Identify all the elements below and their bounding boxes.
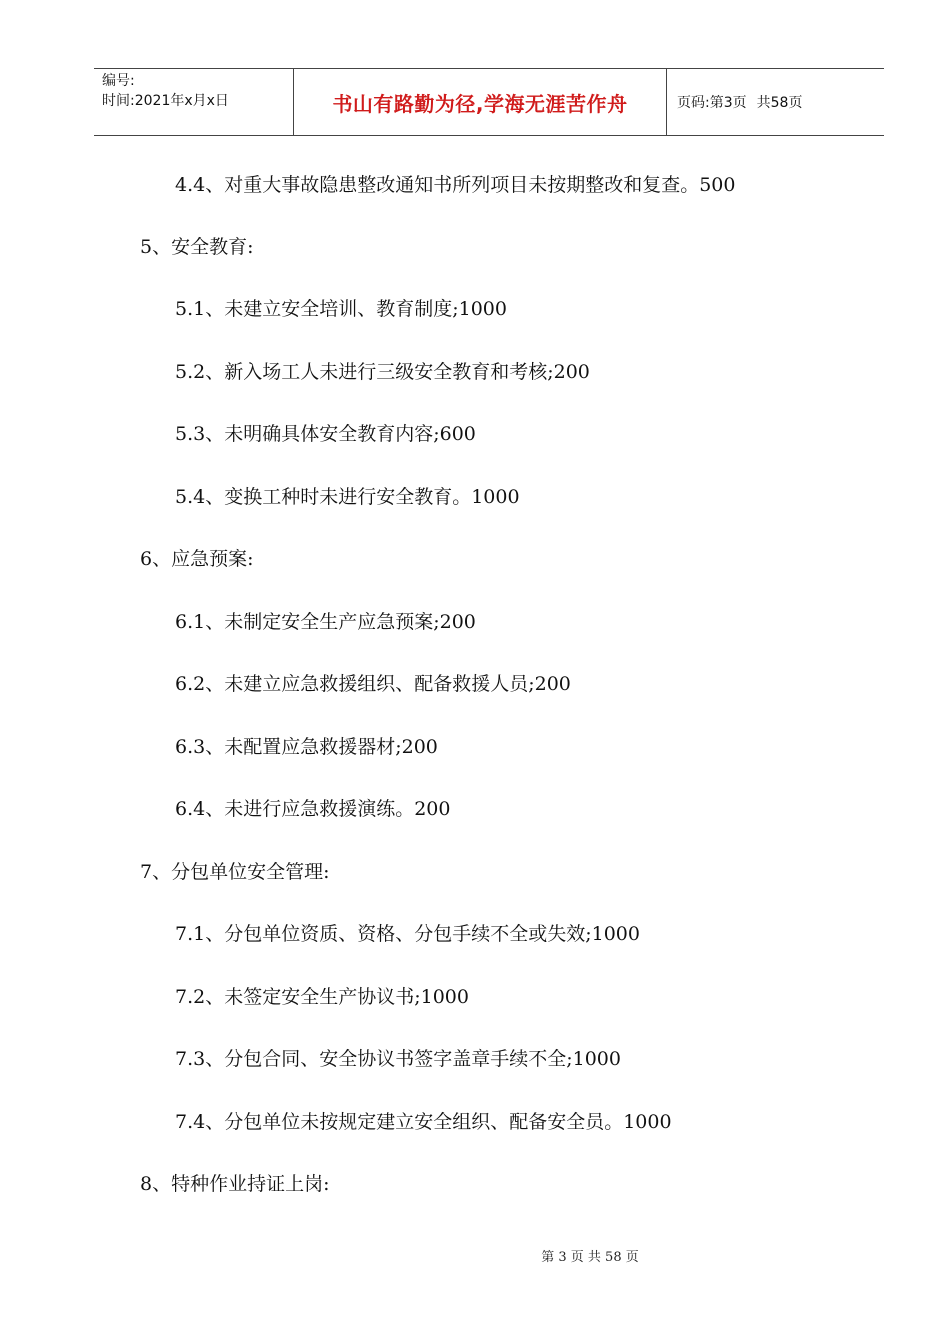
- page-footer: 第 3 页 共 58 页: [541, 1250, 639, 1265]
- body-line: 6.1、未制定安全生产应急预案;200: [175, 611, 476, 633]
- header-page-number: 页码:第3页: [677, 95, 747, 111]
- body-line: 7.3、分包合同、安全协议书签字盖章手续不全;1000: [175, 1048, 621, 1070]
- header-page-total: 共58页: [756, 95, 803, 111]
- body-line: 7.4、分包单位未按规定建立安全组织、配备安全员。1000: [175, 1111, 672, 1133]
- document-time-label: 时间:2021年x月x日: [102, 93, 229, 109]
- body-line: 5.3、未明确具体安全教育内容;600: [175, 423, 476, 445]
- page-header: [94, 68, 884, 136]
- body-line: 6.3、未配置应急救援器材;200: [175, 736, 438, 758]
- header-page-info: [667, 69, 884, 135]
- body-line: 5.4、变换工种时未进行安全教育。1000: [175, 486, 520, 508]
- document-number-label: 编号:: [102, 73, 135, 89]
- body-line: 6.2、未建立应急救援组织、配备救援人员;200: [175, 673, 571, 695]
- body-line: 7.1、分包单位资质、资格、分包手续不全或失效;1000: [175, 923, 640, 945]
- section-heading: 5、安全教育:: [140, 236, 254, 258]
- header-motto: 书山有路勤为径,学海无涯苦作舟: [294, 69, 667, 135]
- section-heading: 6、应急预案:: [140, 548, 254, 570]
- header-meta: [94, 69, 294, 135]
- body-line: 5.2、新入场工人未进行三级安全教育和考核;200: [175, 361, 590, 383]
- section-heading: 7、分包单位安全管理:: [140, 861, 330, 883]
- body-line: 7.2、未签定安全生产协议书;1000: [175, 986, 469, 1008]
- section-heading: 8、特种作业持证上岗:: [140, 1173, 330, 1195]
- body-line: 6.4、未进行应急救援演练。200: [175, 798, 451, 820]
- body-line: 5.1、未建立安全培训、教育制度;1000: [175, 298, 507, 320]
- body-line: 4.4、对重大事故隐患整改通知书所列项目未按期整改和复查。500: [175, 174, 736, 196]
